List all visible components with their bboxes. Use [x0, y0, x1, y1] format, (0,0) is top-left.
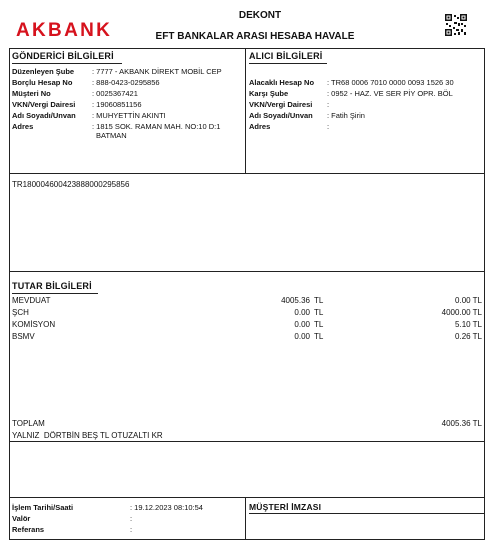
section-divider [9, 173, 485, 174]
amounts-section-title: TUTAR BİLGİLERİ [12, 281, 92, 291]
amount-value: 0.00 [294, 308, 310, 317]
total-label: TOPLAM [12, 419, 45, 428]
footer-divider [245, 497, 246, 540]
sender-row: Müşteri No : 0025367421 [12, 89, 138, 98]
amount-label: KOMİSYON [12, 320, 56, 329]
document-title: DEKONT [238, 10, 282, 21]
amount-label: BSMV [12, 332, 35, 341]
signature-line [249, 513, 485, 514]
section-divider [9, 441, 485, 442]
footer-row: İşlem Tarihi/Saati : 19.12.2023 08:10:54 [12, 503, 203, 512]
amount-currency: TL [314, 332, 324, 341]
sender-row: BATMAN [96, 131, 127, 140]
amount-value-2: 0.00 TL [455, 296, 482, 305]
transaction-description: TR180004600423888000295856 [12, 180, 130, 189]
section-divider [9, 497, 485, 498]
amount-value: 0.00 [294, 320, 310, 329]
receiver-row: Adres : [249, 122, 330, 131]
receiver-title-underline [249, 63, 327, 64]
receiver-row: Alacaklı Hesap No : TR68 0006 7010 0000 0093 1526 30 [249, 78, 454, 87]
receiver-row: Adı Soyadı/Unvan : Fatih Şirin [249, 111, 365, 120]
sender-row: Düzenleyen Şube : 7777 - AKBANK DİREKT MOBİL CEP [12, 67, 222, 76]
footer-row: Valör : [12, 514, 133, 523]
amounts-title-underline [12, 293, 98, 294]
amount-in-words: YALNIZ DÖRTBİN BEŞ TL OTUZALTI KR [12, 431, 163, 440]
receiver-row: VKN/Vergi Dairesi : [249, 100, 330, 109]
sender-row: Adı Soyadı/Unvan : MUHYETTİN AKINTI [12, 111, 166, 120]
party-divider [245, 48, 246, 173]
amount-currency: TL [314, 308, 324, 317]
amount-value-2: 4000.00 TL [441, 308, 482, 317]
amount-value: 4005.36 [281, 296, 310, 305]
section-divider [9, 271, 485, 272]
sender-row: Adres : 1815 SOK. RAMAN MAH. NO:10 D:1 [12, 122, 221, 131]
document-subtitle: EFT BANKALAR ARASI HESABA HAVALE [155, 31, 355, 42]
amount-value: 0.00 [294, 332, 310, 341]
sender-row: VKN/Vergi Dairesi : 19060851156 [12, 100, 142, 109]
amount-currency: TL [314, 296, 324, 305]
amount-value-2: 5.10 TL [455, 320, 482, 329]
qr-code-icon [445, 14, 467, 36]
amount-label: MEVDUAT [12, 296, 51, 305]
sender-row: Borçlu Hesap No : 888-0423-0295856 [12, 78, 160, 87]
total-value: 4005.36 TL [441, 419, 482, 428]
amount-label: ŞCH [12, 308, 29, 317]
amount-value-2: 0.26 TL [455, 332, 482, 341]
sender-title-underline [12, 63, 122, 64]
sender-section-title: GÖNDERİCİ BİLGİLERİ [12, 51, 114, 61]
signature-title: MÜŞTERİ İMZASI [249, 502, 322, 512]
receiver-section-title: ALICI BİLGİLERİ [249, 51, 323, 61]
amount-currency: TL [314, 320, 324, 329]
receiver-row: Karşı Şube : 0952 - HAZ. VE SER PİY OPR. BÖL [249, 89, 453, 98]
footer-row: Referans : [12, 525, 133, 534]
akbank-logo: AKBANK [16, 20, 113, 41]
